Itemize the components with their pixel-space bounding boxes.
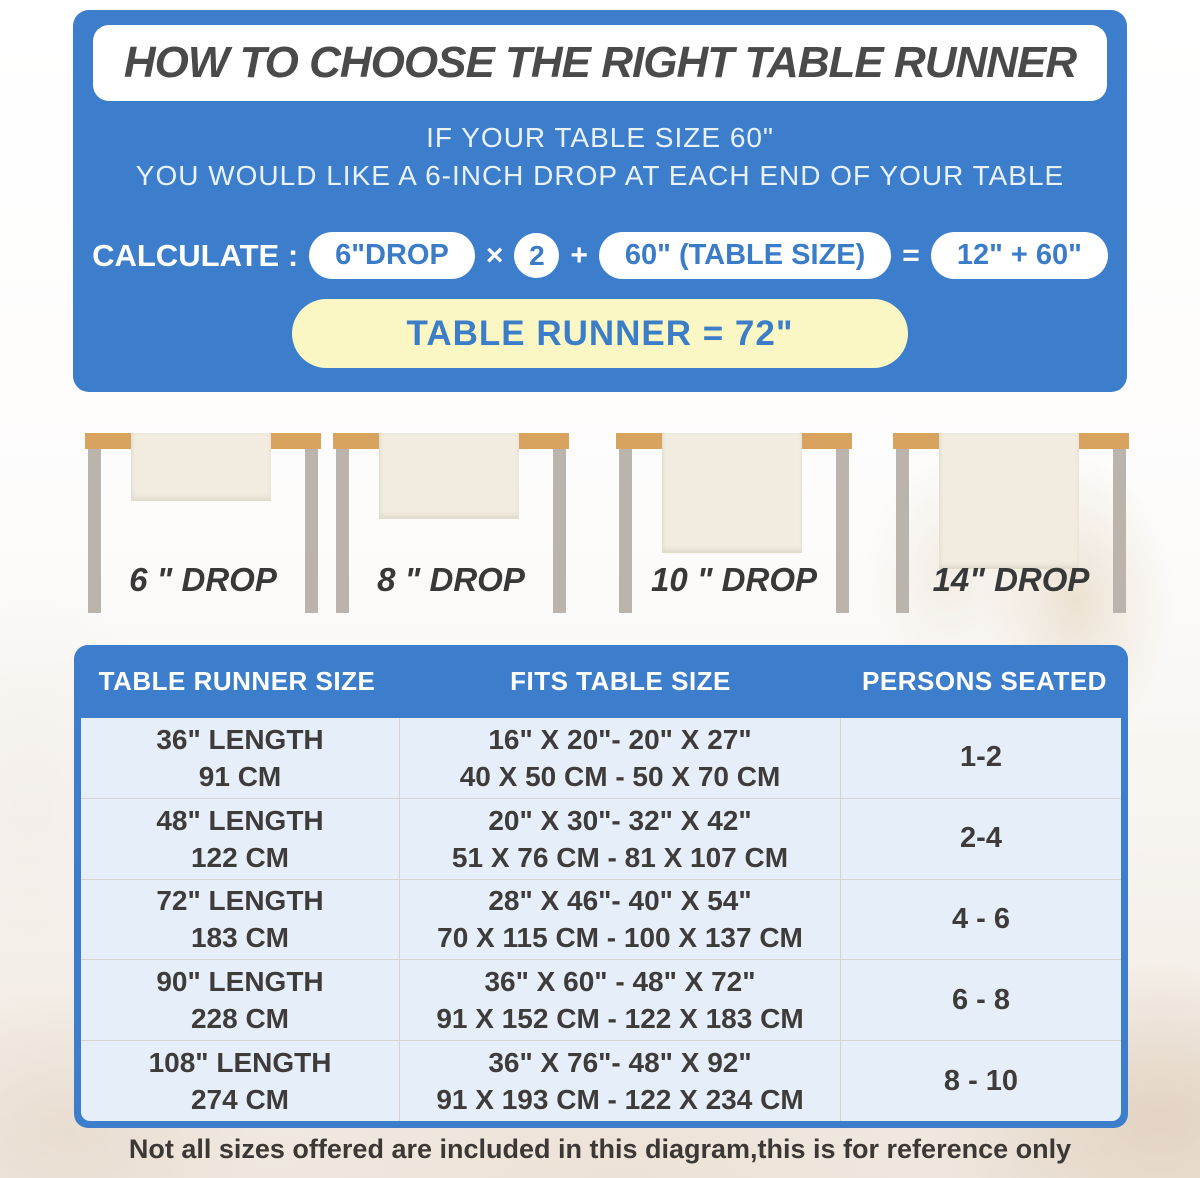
fits-cm: 51 X 76 CM - 81 X 107 CM: [451, 841, 789, 873]
table-row: [81, 959, 1121, 1040]
runner-swatch: [379, 433, 519, 519]
drop-figure-8in: [333, 433, 569, 613]
runner-length-cm: 122 CM: [190, 841, 290, 873]
fits-cm: 70 X 115 CM - 100 X 137 CM: [437, 922, 803, 954]
multiplier-circle: 2: [514, 233, 559, 278]
drop-figure-14in: [893, 433, 1129, 613]
persons-value: 1-2: [960, 741, 1002, 774]
persons-cell: [841, 718, 1121, 798]
runner-size-cell: [81, 1041, 400, 1121]
fits-cm: 91 X 152 CM - 122 X 183 CM: [436, 1003, 804, 1035]
table-row: [81, 1040, 1121, 1121]
runner-length-cm: 274 CM: [190, 1084, 290, 1116]
runner-length-inches: 108" LENGTH: [148, 1047, 332, 1079]
persons-value: 2-4: [960, 822, 1002, 855]
fits-inches: 16" X 20"- 20" X 27": [488, 723, 752, 755]
fits-cm: 91 X 193 CM - 122 X 234 CM: [436, 1084, 804, 1116]
fits-inches: 28" X 46"- 40" X 54": [488, 885, 752, 917]
runner-size-cell: [81, 960, 400, 1040]
fits-size-cell: [400, 799, 841, 879]
persons-value: 4 - 6: [951, 902, 1011, 935]
runner-length-inches: 36" LENGTH: [156, 723, 324, 755]
subtitle-line-2: YOU WOULD LIKE A 6-INCH DROP AT EACH END OF YOUR TABLE: [135, 160, 1065, 191]
runner-length-cm: 91 CM: [198, 760, 282, 792]
header-fits-table-size: FITS TABLE SIZE: [510, 666, 731, 696]
runner-length-inches: 72" LENGTH: [156, 885, 324, 917]
table-row: [81, 718, 1121, 798]
fits-size-cell: [400, 960, 841, 1040]
calculation-row: [73, 232, 1127, 279]
drop-figure-10in: [616, 433, 852, 613]
fits-inches: 36" X 76"- 48" X 92": [488, 1047, 752, 1079]
fits-cm: 40 X 50 CM - 50 X 70 CM: [459, 760, 781, 792]
table-size-pill: 60" (TABLE SIZE): [599, 232, 891, 279]
sum-pill: 12" + 60": [931, 232, 1108, 279]
page-title: HOW TO CHOOSE THE RIGHT TABLE RUNNER: [123, 38, 1077, 87]
multiply-sign: ×: [485, 238, 504, 272]
size-table-header: [74, 645, 1128, 718]
fits-size-cell: [400, 1041, 841, 1121]
persons-cell: [841, 799, 1121, 879]
title-box: [93, 25, 1107, 101]
table-row: [81, 879, 1121, 960]
persons-cell: [841, 960, 1121, 1040]
drop-label: 6 " DROP: [129, 561, 277, 598]
runner-size-cell: [81, 799, 400, 879]
drop-value-pill: 6"DROP: [309, 232, 475, 279]
header-table-runner-size: TABLE RUNNER SIZE: [98, 666, 376, 696]
runner-length-inches: 48" LENGTH: [156, 804, 324, 836]
drop-figure-6in: [85, 433, 321, 613]
fits-inches: 20" X 30"- 32" X 42": [488, 804, 752, 836]
size-table-panel: [74, 645, 1128, 1128]
runner-length-inches: 90" LENGTH: [156, 966, 324, 998]
result-pill: TABLE RUNNER = 72": [292, 299, 908, 368]
fits-size-cell: [400, 718, 841, 798]
header-persons-seated: PERSONS SEATED: [862, 666, 1107, 696]
size-table-body: [81, 718, 1121, 1121]
runner-swatch: [662, 433, 802, 553]
fits-size-cell: [400, 880, 841, 960]
plus-sign: +: [570, 238, 588, 272]
drop-label: 14" DROP: [932, 561, 1090, 598]
persons-value: 8 - 10: [943, 1064, 1019, 1097]
runner-length-cm: 183 CM: [190, 922, 290, 954]
footer-note: Not all sizes offered are included in this diagram,this is for reference only: [128, 1134, 1072, 1164]
persons-cell: [841, 1041, 1121, 1121]
runner-size-cell: [81, 718, 400, 798]
calculate-label: CALCULATE :: [92, 237, 299, 273]
drop-label: 8 " DROP: [377, 561, 525, 598]
runner-size-cell: [81, 880, 400, 960]
runner-swatch: [131, 433, 271, 501]
persons-value: 6 - 8: [951, 983, 1011, 1016]
hero-panel: [73, 10, 1127, 392]
fits-inches: 36" X 60" - 48" X 72": [484, 966, 756, 998]
equals-sign: =: [902, 238, 920, 272]
table-row: [81, 798, 1121, 879]
subtitle-line-1: IF YOUR TABLE SIZE 60": [426, 122, 774, 153]
persons-cell: [841, 880, 1121, 960]
runner-length-cm: 228 CM: [190, 1003, 290, 1035]
drop-label: 10 " DROP: [650, 561, 818, 598]
runner-swatch: [939, 433, 1079, 569]
